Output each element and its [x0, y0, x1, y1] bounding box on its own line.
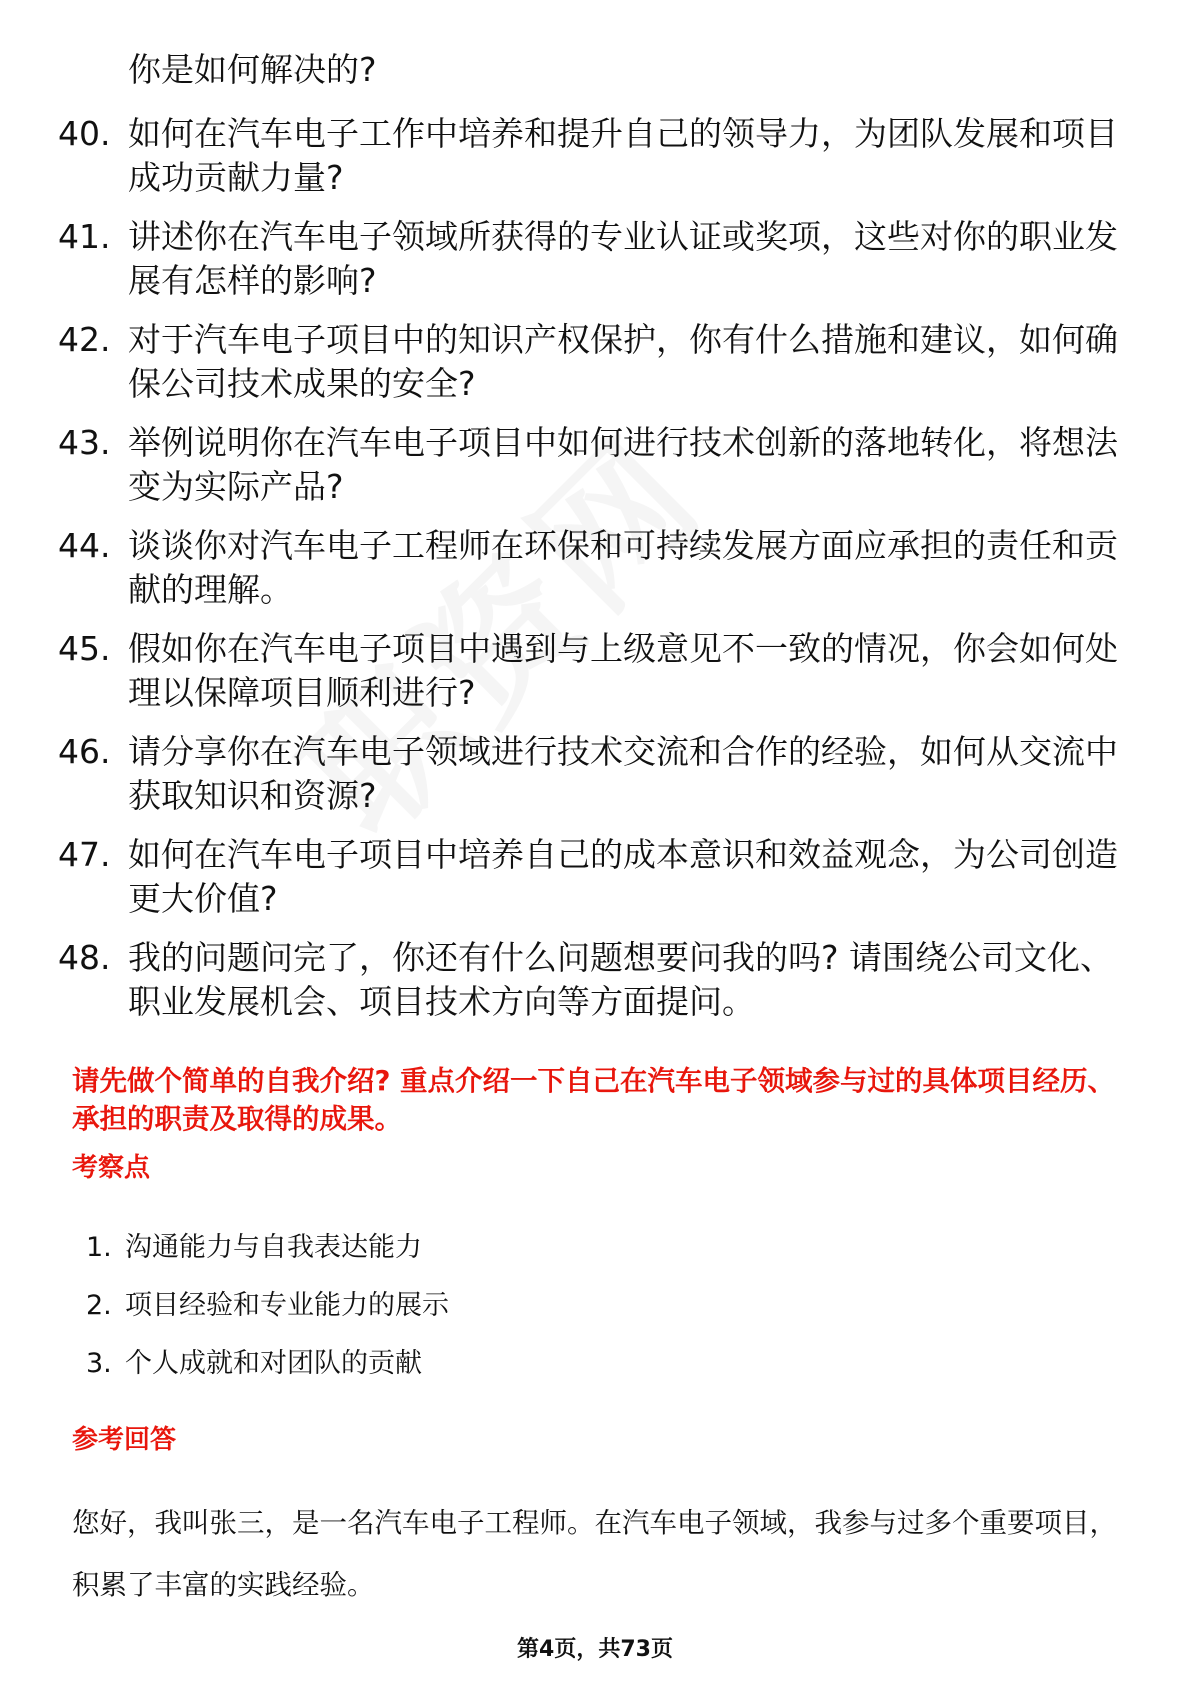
highlight-question: 请先做个简单的自我介绍? 重点介绍一下自己在汽车电子领域参与过的具体项目经历、承担的职责及取得的成果。	[72, 1065, 1116, 1135]
question-item	[0, 215, 1128, 303]
point-text: 个人成就和对团队的贡献	[125, 1348, 422, 1379]
question-number: 46.	[58, 732, 111, 771]
question-continuation: 你是如何解决的?	[128, 50, 377, 89]
question-number: 43.	[58, 423, 111, 462]
question-item	[0, 833, 1128, 921]
point-number: 3.	[86, 1348, 112, 1379]
question-number: 45.	[58, 629, 111, 668]
question-number: 40.	[58, 114, 111, 153]
question-text: 假如你在汽车电子项目中遇到与上级意见不一致的情况，你会如何处理以保障项目顺利进行?	[128, 629, 1118, 712]
question-item	[0, 627, 1128, 715]
point-number: 1.	[86, 1232, 112, 1263]
point-number: 2.	[86, 1290, 112, 1321]
question-number: 47.	[58, 835, 111, 874]
question-item	[0, 112, 1128, 200]
point-text: 项目经验和专业能力的展示	[125, 1290, 449, 1321]
question-item	[0, 318, 1128, 406]
question-text: 举例说明你在汽车电子项目中如何进行技术创新的落地转化，将想法变为实际产品?	[128, 423, 1118, 506]
question-item	[0, 936, 1128, 1024]
question-number: 41.	[58, 217, 111, 256]
question-text: 对于汽车电子项目中的知识产权保护，你有什么措施和建议，如何确保公司技术成果的安全?	[128, 320, 1118, 403]
section-title-points: 考察点	[72, 1153, 151, 1183]
question-text: 讲述你在汽车电子领域所获得的专业认证或奖项，这些对你的职业发展有怎样的影响?	[128, 217, 1118, 300]
point-item	[0, 1230, 449, 1288]
question-text: 请分享你在汽车电子领域进行技术交流和合作的经验，如何从交流中获取知识和资源?	[128, 732, 1118, 815]
question-number: 44.	[58, 526, 111, 565]
question-item	[0, 730, 1128, 818]
question-number: 42.	[58, 320, 111, 359]
point-text: 沟通能力与自我表达能力	[125, 1232, 422, 1263]
question-item	[0, 524, 1128, 612]
question-text: 我的问题问完了，你还有什么问题想要问我的吗? 请围绕公司文化、职业发展机会、项目技术方向等方面提问。	[128, 938, 1114, 1021]
question-list	[0, 112, 1190, 1039]
question-text: 如何在汽车电子工作中培养和提升自己的领导力，为团队发展和项目成功贡献力量?	[128, 114, 1118, 197]
question-text: 如何在汽车电子项目中培养自己的成本意识和效益观念，为公司创造更大价值?	[128, 835, 1118, 918]
answer-paragraph: 您好，我叫张三，是一名汽车电子工程师。在汽车电子领域，我参与过多个重要项目，积累了丰富的实践经验。	[72, 1507, 1117, 1601]
page-footer: 第4页，共73页	[517, 1637, 673, 1662]
question-number: 48.	[58, 938, 111, 977]
section-title-answer: 参考回答	[72, 1425, 177, 1455]
question-item	[0, 421, 1128, 509]
point-item	[0, 1346, 449, 1404]
question-text: 谈谈你对汽车电子工程师在环保和可持续发展方面应承担的责任和贡献的理解。	[128, 526, 1118, 609]
points-list	[0, 1230, 449, 1404]
point-item	[0, 1288, 449, 1346]
